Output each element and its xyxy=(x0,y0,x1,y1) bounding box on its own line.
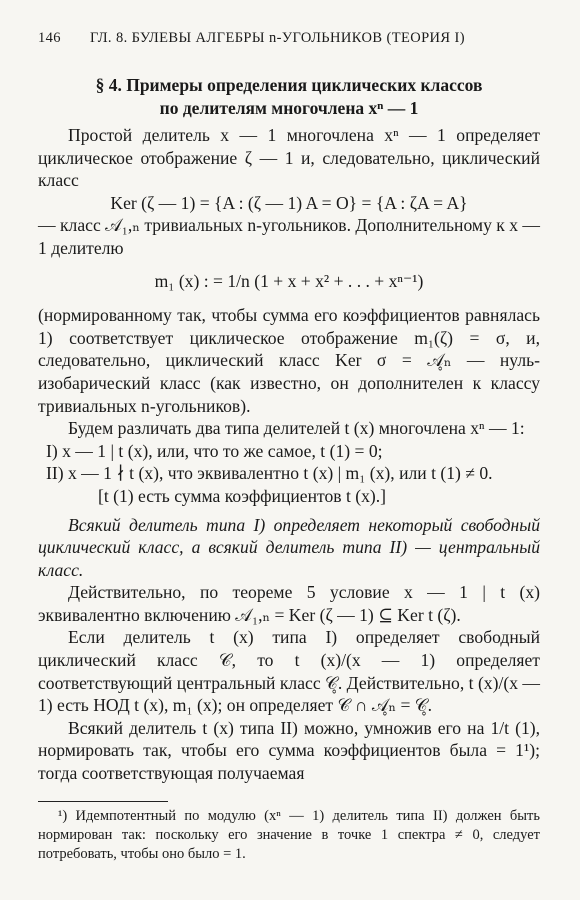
section-title-line2: по делителям многочлена xⁿ — 1 xyxy=(159,98,419,118)
running-title: ГЛ. 8. БУЛЕВЫ АЛГЕБРЫ n-УГОЛЬНИКОВ (ТЕОРИЯ I) xyxy=(90,30,465,46)
paragraph: — класс 𝒜₁,ₙ тривиальных n-угольников. Дополнительному к x — 1 делителю xyxy=(38,215,540,258)
list-item-note: [t (1) есть сумма коэффициентов t (x).] xyxy=(98,485,387,506)
footnote-text: ¹) Идемпотентный по модулю (xⁿ — 1) делитель типа II) должен быть нормирован так: поскольку его значение в точке 1 спектра ≠ 0, следует потребовать, чтобы оно было = 1. xyxy=(38,808,540,862)
running-header xyxy=(38,30,540,54)
formula-m1: m₁ (x) : = 1/n (1 + x + x² + . . . + xⁿ⁻¹) xyxy=(154,270,424,291)
formula-ker: Ker (ζ — 1) = {A : (ζ — 1) A = O} = {A : ζA = A} xyxy=(110,192,468,213)
paragraph: Всякий делитель t (x) типа II) можно, умножив его на 1/t (1), нормировать так, чтобы его сумма коэффициентов была = 1¹); тогда соответствующая получаемая xyxy=(38,717,540,784)
paragraph: Будем различать два типа делителей t (x) многочлена xⁿ — 1: xyxy=(68,418,525,439)
section-title xyxy=(38,74,540,120)
footnote xyxy=(38,807,540,864)
page-number: 146 xyxy=(38,30,61,46)
paragraph: Простой делитель x — 1 многочлена xⁿ — 1 определяет циклическое отображение ζ — 1 и, следовательно, циклический класс xyxy=(38,125,540,191)
paragraph: Если делитель t (x) типа I) определяет свободный циклический класс 𝒞, то t (x)/(x — 1) определяет соответствующий центральный класс 𝒞̥. Действительно, t (x)/(x — 1) есть НОД t (x), m₁ (x); он определяет 𝒞 ∩ 𝒜̥ₙ = 𝒞̥. xyxy=(38,627,540,716)
paragraph: (нормированному так, чтобы сумма его коэффициентов равнялась 1) соответствует циклическое отображение m₁(ζ) = σ, и, следовательно, циклический класс Ker σ = 𝒜̥ₙ — нуль-изобарический класс (как известно, он дополнителен к классу тривиальных n-угольников). xyxy=(38,305,540,416)
list-item-type-2: II) x — 1 ∤ t (x), что эквивалентно t (x) | m₁ (x), или t (1) ≠ 0. xyxy=(46,463,493,484)
paragraph: Действительно, по теореме 5 условие x — 1 | t (x) эквивалентно включению 𝒜₁,ₙ = Ker (ζ — 1) ⊆ Ker t (ζ). xyxy=(38,582,540,625)
main-text xyxy=(38,124,540,785)
footnote-divider xyxy=(38,801,168,802)
section-title-line1: § 4. Примеры определения циклических классов xyxy=(95,75,483,95)
statement-italic: Всякий делитель типа I) определяет некоторый свободный циклический класс, а всякий делитель типа II) — центральный класс. xyxy=(38,514,540,580)
list-item-type-1: I) x — 1 | t (x), или, что то же самое, t (1) = 0; xyxy=(46,440,383,461)
